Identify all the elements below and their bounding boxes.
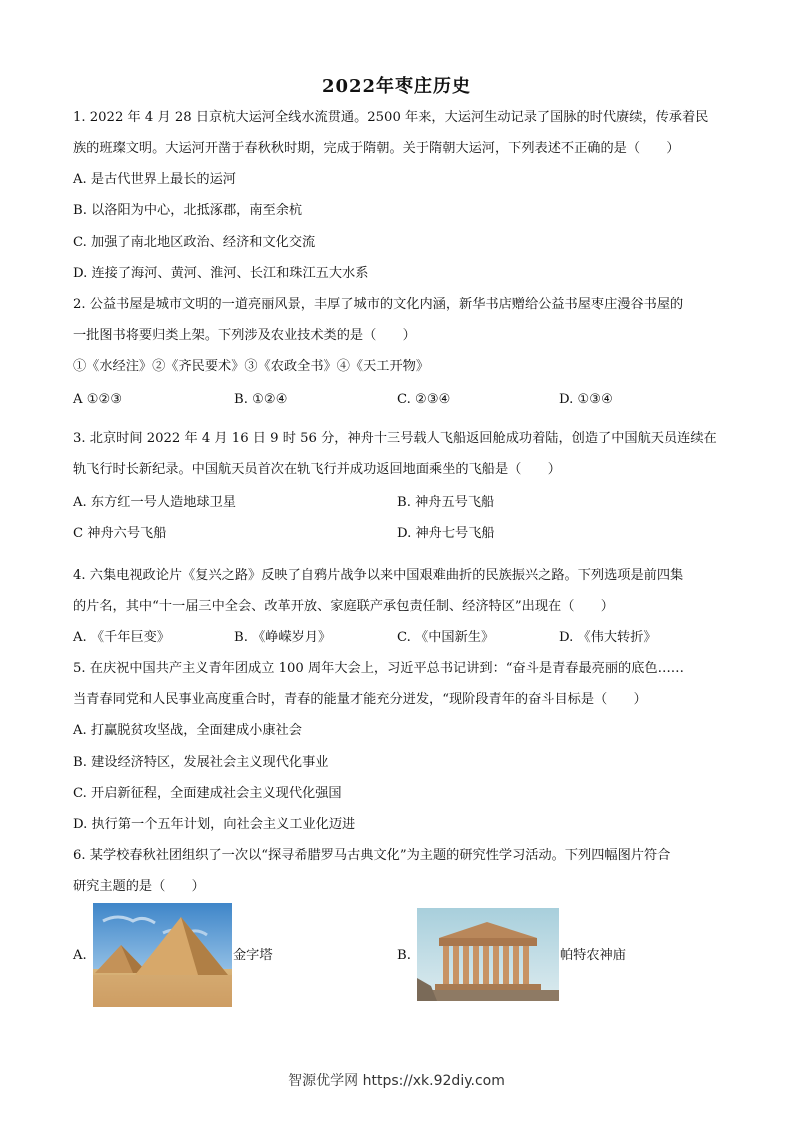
q5-option-d: D. 执行第一个五年计划，向社会主义工业化迈进 [73,817,356,832]
q2-option-b: B. ①②④ [234,392,288,407]
q2-stem-line2: 一批图书将要归类上架。下列涉及农业技术类的是（ ） [73,328,416,343]
q5-option-a: A. 打赢脱贫攻坚战，全面建成小康社会 [73,723,302,738]
q4-stem-line2: 的片名，其中“十一届三中全会、改革开放、家庭联产承包责任制、经济特区”出现在（ ） [73,599,614,614]
q5-option-c: C. 开启新征程，全面建成社会主义现代化强国 [73,786,342,801]
q3-option-a: A. 东方红一号人造地球卫星 [73,495,236,510]
page-title: 2022年枣庄历史 [321,76,472,97]
q1-option-c: C. 加强了南北地区政治、经济和文化交流 [73,235,316,250]
q6-stem-line2: 研究主题的是（ ） [73,879,205,894]
q2-option-a: A ①②③ [73,392,123,407]
q6-option-b-letter: B. [397,948,411,963]
q6-option-b-caption: 帕特农神庙 [560,948,626,963]
watermark-footer: 智源优学网 https://xk.92diy.com [288,1073,505,1089]
q3-option-c: C 神舟六号飞船 [73,526,167,541]
q1-option-d: D. 连接了海河、黄河、淮河、长江和珠江五大水系 [73,266,369,281]
q6-option-a-letter: A. [73,948,87,963]
q4-option-b: B. 《峥嵘岁月》 [234,630,332,645]
q1-option-a: A. 是古代世界上最长的运河 [73,172,236,187]
q3-option-d: D. 神舟七号飞船 [397,526,495,541]
pyramids-image [93,903,232,1007]
q4-stem-line1: 4. 六集电视政论片《复兴之路》反映了自鸦片战争以来中国艰难曲折的民族振兴之路。下列选项是前四集 [73,568,684,583]
q5-stem-line2: 当青春同党和人民事业高度重合时，青春的能量才能充分迸发，“现阶段青年的奋斗目标是（ ） [73,692,647,707]
q3-stem-line2: 轨飞行时长新纪录。中国航天员首次在轨飞行并成功返回地面乘坐的飞船是（ ） [73,462,561,477]
q2-stem-line1: 2. 公益书屋是城市文明的一道亮丽风景，丰厚了城市的文化内涵，新华书店赠给公益书屋枣庄漫谷书屋的 [73,297,684,312]
parthenon-image [417,908,559,1001]
q3-stem-line1: 3. 北京时间 2022 年 4 月 16 日 9 时 56 分，神舟十三号载人飞船返回舱成功着陆，创造了中国航天员连续在 [73,431,717,446]
q2-option-c: C. ②③④ [397,392,451,407]
q5-option-b: B. 建设经济特区，发展社会主义现代化事业 [73,755,329,770]
q1-stem-line1: 1. 2022 年 4 月 28 日京杭大运河全线水流贯通。2500 年来，大运河生动记录了国脉的时代赓续，传承着民 [73,110,709,125]
q3-option-b: B. 神舟五号飞船 [397,495,495,510]
q2-stem-line3: ①《水经注》②《齐民要术》③《农政全书》④《天工开物》 [73,359,430,374]
q6-option-a-caption: 金字塔 [233,948,273,963]
q2-option-d: D. ①③④ [559,392,613,407]
q4-option-c: C. 《中国新生》 [397,630,495,645]
q1-option-b: B. 以洛阳为中心，北抵涿郡，南至余杭 [73,203,303,218]
q5-stem-line1: 5. 在庆祝中国共产主义青年团成立 100 周年大会上，习近平总书记讲到：“奋斗是青春最亮丽的底色…… [73,661,684,676]
q4-option-d: D. 《伟大转折》 [559,630,657,645]
q1-stem-line2: 族的班璨文明。大运河开凿于春秋秋时期，完成于隋朝。关于隋朝大运河，下列表述不正确的是（ ） [73,141,680,156]
q4-option-a: A. 《千年巨变》 [73,630,171,645]
q6-stem-line1: 6. 某学校春秋社团组织了一次以“探寻希腊罗马古典文化”为主题的研究性学习活动。下列四幅图片符合 [73,848,671,863]
